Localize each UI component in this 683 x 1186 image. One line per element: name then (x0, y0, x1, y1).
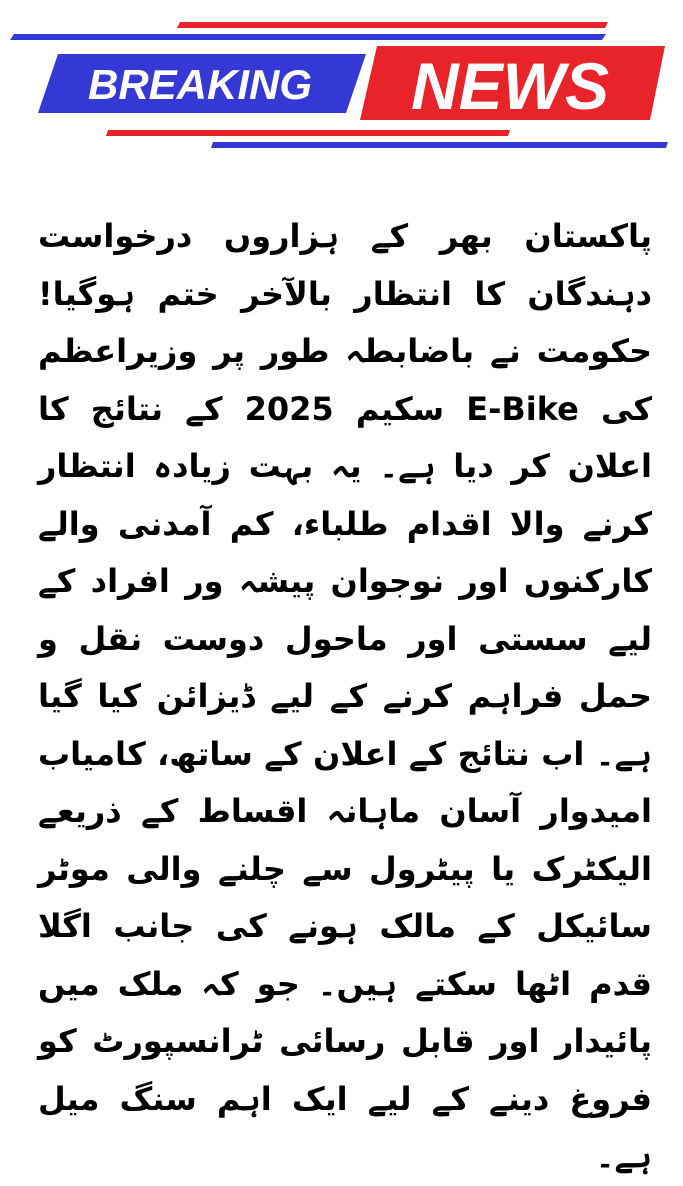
breaking-word: BREAKING (87, 61, 313, 108)
breaking-news-banner (0, 0, 683, 160)
bottom-blue-stripe (211, 142, 668, 148)
banner-graphic (0, 0, 683, 160)
article-body: پاکستان بھر کے ہزاروں درخواست دہندگان کا انتظار بالآخر ختم ہوگیا! حکومت نے باضابطہ طور پر وزیراعظم کی E-Bike سکیم 2025 کے نتائج کا اعلان کر دیا ہے۔ یہ بہت زیادہ انتظار کرنے والا اقدام طلباء، کم آمدنی والے کارکنوں اور نوجوان پیشہ ور افراد کے لیے سستی اور ماحول دوست نقل و حمل فراہم کرنے کے لیے ڈیزائن کیا گیا ہے۔ اب نتائج کے اعلان کے ساتھ، کامیاب امیدوار آسان ماہانہ اقساط کے ذریعے الیکٹرک یا پیٹرول سے چلنے والی موٹر سائیکل کے مالک ہونے کی جانب اگلا قدم اٹھا سکتے ہیں۔ جو کہ ملک میں پائیدار اور قابل رسائی ٹرانسپورٹ کو فروغ دینے کے لیے ایک اہم سنگ میل ہے۔ (38, 217, 652, 1175)
bottom-red-stripe (106, 130, 510, 136)
top-blue-stripe (10, 34, 606, 40)
news-word: NEWS (411, 49, 609, 123)
top-red-stripe (177, 22, 608, 28)
